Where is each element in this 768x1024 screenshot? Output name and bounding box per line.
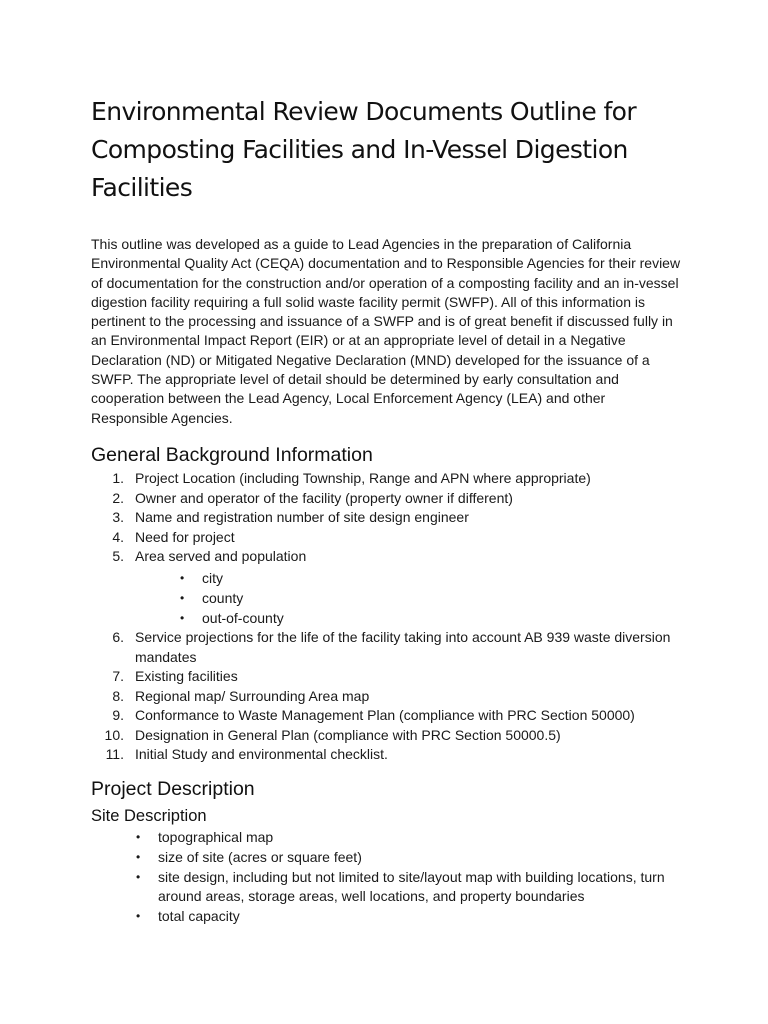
- list-item: [91, 628, 691, 667]
- list-item: [91, 868, 691, 908]
- bullet-icon: •: [136, 849, 141, 864]
- list-item: [91, 528, 691, 548]
- list-item-text: Designation in General Plan (compliance with PRC Section 50000.5): [135, 726, 561, 743]
- list-item-text: Initial Study and environmental checklist.: [135, 746, 388, 763]
- list-item-text: Conformance to Waste Management Plan (compliance with PRC Section 50000): [135, 707, 635, 724]
- list-item-number: 2.: [112, 489, 124, 506]
- sub-list-item-text: out-of-county: [202, 609, 284, 626]
- general-background-list: [91, 469, 691, 765]
- list-item-text: site design, including but not limited to site/layout map with building locations, turn around areas, storage areas, well locations, and property boundaries: [158, 868, 665, 905]
- bullet-icon: •: [136, 830, 141, 844]
- list-item-text: topographical map: [158, 829, 274, 845]
- list-item-number: 8.: [112, 687, 124, 704]
- bullet-icon: •: [180, 570, 185, 585]
- bullet-icon: •: [136, 909, 141, 924]
- general-background-heading: General Background Information: [91, 444, 373, 466]
- bullet-icon: •: [180, 590, 185, 605]
- list-item: [91, 547, 691, 628]
- document-title: Environmental Review Documents Outline for Composting Facilities and In-Vessel Digestion Facilities: [91, 97, 637, 202]
- list-item-text: Project Location (including Township, Range and APN where appropriate): [135, 470, 591, 486]
- list-item: [91, 828, 691, 848]
- list-item-number: 7.: [112, 668, 124, 685]
- list-item-number: 1.: [112, 470, 124, 486]
- list-item-text: total capacity: [158, 908, 240, 925]
- list-item: [91, 706, 691, 726]
- sub-list-item: [135, 608, 691, 628]
- list-item: [91, 469, 691, 489]
- list-item: [91, 667, 691, 687]
- list-item: [91, 489, 691, 509]
- list-item-text: Regional map/ Surrounding Area map: [135, 687, 370, 704]
- list-item-number: 10.: [104, 726, 124, 743]
- list-item-number: 5.: [112, 548, 124, 564]
- list-item-text: Owner and operator of the facility (property owner if different): [135, 489, 513, 506]
- list-item-text: Need for project: [135, 528, 235, 545]
- site-description-heading: Site Description: [91, 807, 207, 825]
- list-item-text: Name and registration number of site design engineer: [135, 509, 469, 525]
- sub-list-item-text: county: [202, 589, 244, 606]
- list-item: [91, 745, 691, 765]
- sub-list: [135, 567, 691, 629]
- list-item: [91, 508, 691, 528]
- bullet-icon: •: [136, 869, 141, 884]
- list-item: [91, 726, 691, 746]
- sub-list-item: [135, 588, 691, 608]
- site-description-list: [91, 828, 691, 927]
- list-item: [91, 848, 691, 868]
- list-item-text: Area served and population: [135, 548, 307, 564]
- list-item-text: Service projections for the life of the facility taking into account AB 939 waste diversion mandates: [135, 629, 671, 665]
- bullet-icon: •: [180, 610, 185, 625]
- list-item-text: Existing facilities: [135, 668, 238, 685]
- intro-paragraph: This outline was developed as a guide to Lead Agencies in the preparation of California Environmental Quality Act (CEQA) documentation and to Responsible Agencies for their review of documentation for the construction and/or operation of a composting facility and an in-vessel digestion facility requiring a full solid waste facility permit (SWFP). All of this information is pertinent to the processing and issuance of a SWFP and is of great benefit if discussed fully in an Environmental Impact Report (EIR) or at an appropriate level of detail in a Negative Declaration (ND) or Mitigated Negative Declaration (MND) developed for the issuance of a SWFP. The appropriate level of detail should be determined by early consultation and cooperation between the Lead Agency, Local Enforcement Agency (LEA) and other Responsible Agencies.: [91, 236, 681, 426]
- sub-list-item-text: city: [202, 569, 223, 586]
- sub-list-item: [135, 568, 691, 588]
- list-item-number: 3.: [112, 509, 124, 525]
- list-item-number: 4.: [112, 528, 124, 545]
- list-item: [91, 907, 691, 927]
- project-description-heading: Project Description: [91, 778, 255, 800]
- list-item: [91, 687, 691, 707]
- list-item-number: 6.: [112, 629, 124, 646]
- list-item-text: size of site (acres or square feet): [158, 848, 362, 865]
- list-item-number: 9.: [112, 707, 124, 724]
- list-item-number: 11.: [105, 746, 124, 763]
